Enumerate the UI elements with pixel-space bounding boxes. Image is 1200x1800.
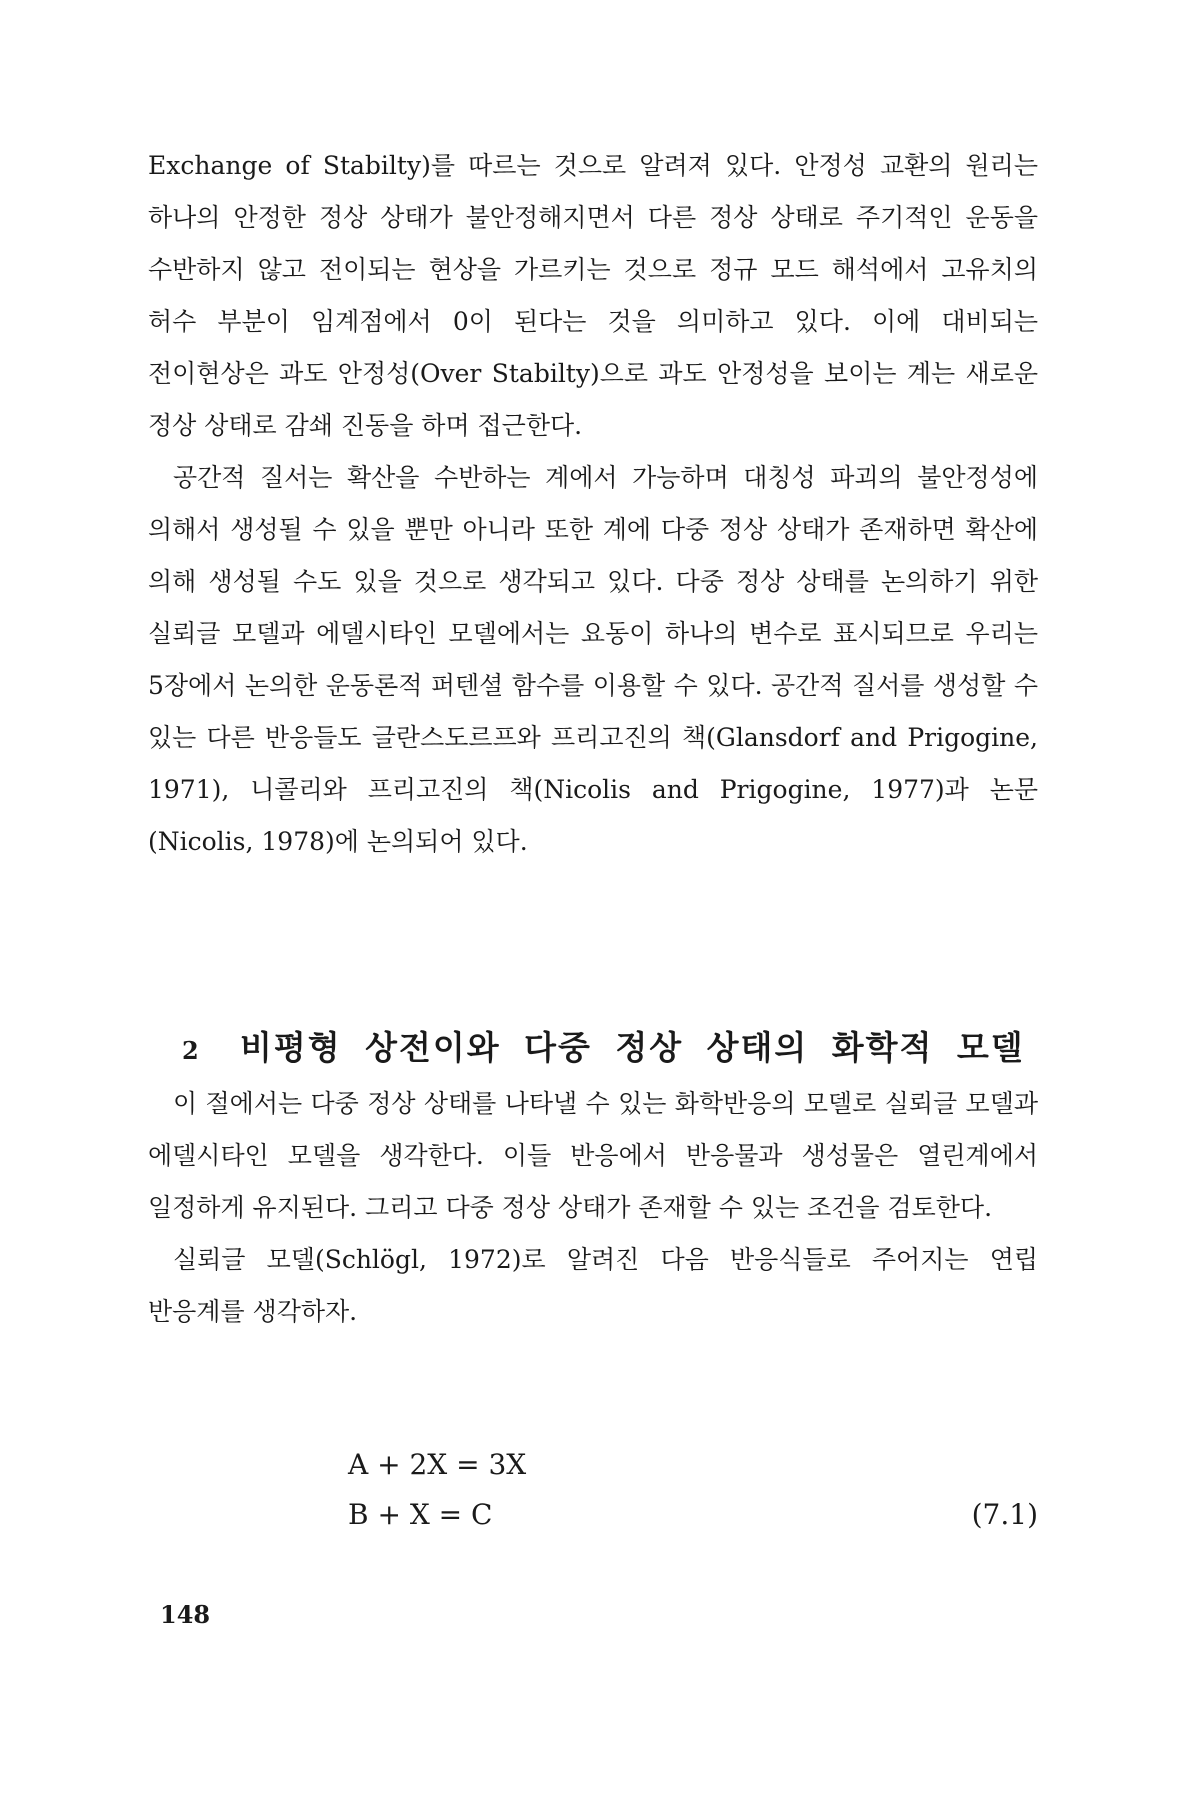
equation-row xyxy=(348,1440,1038,1490)
section-heading xyxy=(182,1022,1042,1069)
page-number: 148 xyxy=(160,1600,211,1629)
paragraph-1: Exchange of Stabilty)를 따르는 것으로 알려져 있다. 안정성 교환의 원리는 하나의 안정한 정상 상태가 불안정해지면서 다른 정상 상태로 주기적인 운동을 수반하지 않고 전이되는 현상을 가르키는 것으로 정규 모드 해석에서 고유치의 허수 부분이 임계점에서 0이 된다는 것을 의미하고 있다. 이에 대비되는 전이현상은 과도 안정성(Over Stabilty)으로 과도 안정성을 보이는 계는 새로운 정상 상태로 감쇄 진동을 하며 접근한다. xyxy=(148,151,1038,440)
paragraph-3: 이 절에서는 다중 정상 상태를 나타낼 수 있는 화학반응의 모델로 실뢰글 모델과 에델시타인 모델을 생각한다. 이들 반응에서 반응물과 생성물은 열린계에서 일정하게 유지된다. 그리고 다중 정상 상태가 존재할 수 있는 조건을 검토한다. xyxy=(148,1089,1038,1222)
equation-row xyxy=(348,1490,1038,1540)
body-text-block-1 xyxy=(148,140,1038,868)
equation-text: A + 2X = 3X xyxy=(348,1448,527,1481)
paragraph-2: 공간적 질서는 확산을 수반하는 계에서 가능하며 대칭성 파괴의 불안정성에 의해서 생성될 수 있을 뿐만 아니라 또한 계에 다중 정상 상태가 존재하면 확산에 의해 생성될 수도 있을 것으로 생각되고 있다. 다중 정상 상태를 논의하기 위한 실뢰글 모델과 에델시타인 모델에서는 요동이 하나의 변수로 표시되므로 우리는 5장에서 논의한 운동론적 퍼텐셜 함수를 이용할 수 있다. 공간적 질서를 생성할 수 있는 다른 반응들도 글란스도르프와 프리고진의 책(Glansdorf and Prigogine, 1971), 니콜리와 프리고진의 책(Nicolis and Prigogine, 1977)과 논문(Nicolis, 1978)에 논의되어 있다. xyxy=(148,463,1038,856)
equation-number: (7.1) xyxy=(971,1498,1038,1531)
equation-block xyxy=(348,1440,1038,1540)
section-title: 비평형 상전이와 다중 정상 상태의 화학적 모델 xyxy=(240,1028,1025,1067)
body-text-block-2 xyxy=(148,1078,1038,1338)
paragraph-4: 실뢰글 모델(Schlögl, 1972)로 알려진 다음 반응식들로 주어지는 연립 반응계를 생각하자. xyxy=(148,1245,1038,1326)
equation-text: B + X = C xyxy=(348,1498,493,1531)
section-number: 2 xyxy=(182,1036,201,1065)
